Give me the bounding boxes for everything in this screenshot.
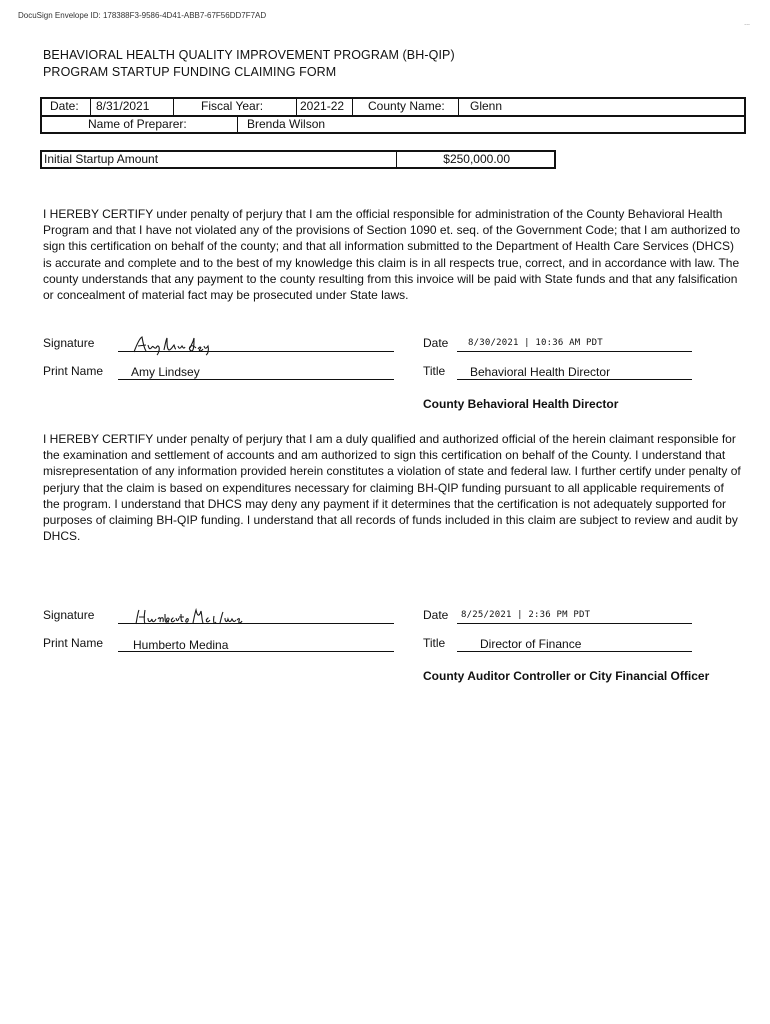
form-title-line2: PROGRAM STARTUP FUNDING CLAIMING FORM <box>43 65 337 79</box>
envelope-id: DocuSign Envelope ID: 178388F3-9586-4D41-ABB7-67F56DD7F7AD <box>18 11 267 20</box>
date-2-value: 8/25/2021 | 2:36 PM PDT <box>461 610 591 620</box>
print-name-2-value: Humberto Medina <box>133 638 229 652</box>
preparer-label-cell <box>42 117 238 132</box>
info-row-1 <box>40 97 746 117</box>
corner-mark: ... <box>744 20 750 27</box>
title-2-label: Title <box>423 636 446 650</box>
date-label-cell <box>42 99 91 115</box>
amount-value-cell <box>396 152 554 167</box>
fiscal-year-value: 2021-22 <box>300 99 345 113</box>
print-name-1-value: Amy Lindsey <box>131 365 200 379</box>
certification-2-text: I HEREBY CERTIFY under penalty of perjury that I am a duly qualified and authorized official of the herein claimant responsible for the examination and settlement of accounts and am authorized to sign this certification on behalf of the County. I understand that misrepresentation of any information provided herein constitutes a violation of state and federal law. I further certify under penalty of perjury that the claim is based on expenditures necessary for claiming BH-QIP funding pursuant to all applicable requirements of the program. I understand that DHCS may deny any payment if it determines that the certification is not adequately supported for purposes of claiming BH-QIP funding. I understand that all records of funds included in this claim are subject to review and audit by DHCS. <box>43 432 741 544</box>
print-name-2-label: Print Name <box>43 636 104 650</box>
county-label-cell <box>352 99 459 115</box>
signature-2-label: Signature <box>43 608 95 622</box>
date-1-value: 8/30/2021 | 10:36 AM PDT <box>468 338 603 348</box>
preparer-label: Name of Preparer: <box>88 117 187 131</box>
title-2-line <box>457 651 692 652</box>
fiscal-year-value-cell <box>296 99 353 115</box>
fiscal-year-label: Fiscal Year: <box>201 99 264 113</box>
date-2-label: Date <box>423 608 449 622</box>
print-name-1-label: Print Name <box>43 364 104 378</box>
title-1-line <box>457 379 692 380</box>
county-value-cell <box>458 99 744 115</box>
preparer-value: Brenda Wilson <box>247 117 326 131</box>
certification-1-text: I HEREBY CERTIFY under penalty of perjury that I am the official responsible for administration of the County Behavioral Health Program and that I have not violated any of the provisions of Section 1090 et. seq. of the Government Code; that I am authorized to sign this certification on behalf of the county; and that all information submitted to the Department of Health Care Services (DHCS) is accurate and complete and to the best of my knowledge this claim is in all respects true, correct, and in accordance with law. The county understands that any payment to the county resulting from this invoice will be paid with State funds and that any falsification or concealment of material fact may be prosecuted under State laws. <box>43 207 741 303</box>
date-1-label: Date <box>423 336 449 350</box>
date-1-line <box>457 351 692 352</box>
info-row-2 <box>40 115 746 134</box>
signature-1-label: Signature <box>43 336 95 350</box>
date-2-line <box>457 623 692 624</box>
form-title-line1: BEHAVIORAL HEALTH QUALITY IMPROVEMENT PROGRAM (BH-QIP) <box>43 48 455 62</box>
print-name-1-line <box>118 379 394 380</box>
county-label: County Name: <box>368 99 445 113</box>
amount-label: Initial Startup Amount <box>44 152 159 166</box>
role-2: County Auditor Controller or City Financial Officer <box>423 669 710 683</box>
amount-label-cell <box>42 152 397 167</box>
fiscal-year-label-cell <box>173 99 297 115</box>
signature-2-image <box>133 606 243 628</box>
title-1-label: Title <box>423 364 446 378</box>
date-value-cell <box>90 99 174 115</box>
amount-value: $250,000.00 <box>443 152 510 166</box>
preparer-value-cell <box>237 117 744 132</box>
title-1-value: Behavioral Health Director <box>470 365 611 379</box>
date-value: 8/31/2021 <box>96 99 150 113</box>
signature-1-image <box>132 334 212 356</box>
amount-row <box>40 150 556 169</box>
title-2-value: Director of Finance <box>480 637 582 651</box>
date-label: Date: <box>50 99 79 113</box>
role-1: County Behavioral Health Director <box>423 397 619 411</box>
county-value: Glenn <box>470 99 503 113</box>
